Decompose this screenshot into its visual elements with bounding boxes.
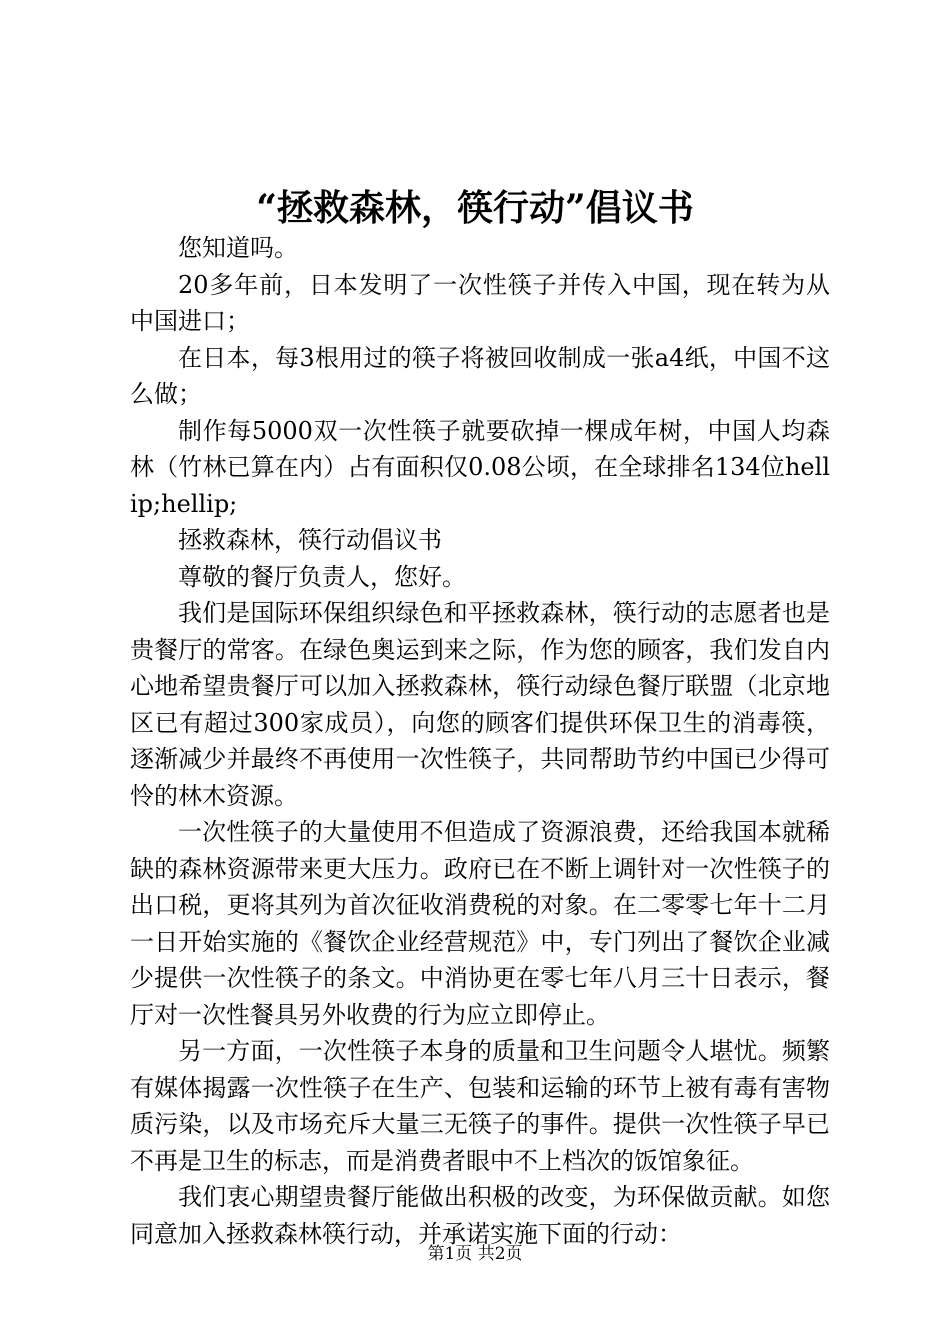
paragraph: 您知道吗。 xyxy=(178,234,298,262)
paragraph: 另一方面，一次性筷子本身的质量和卫生问题令人堪忧。频繁有媒体揭露一次性筷子在生产、包装和运输的环节上被有毒有害物质污染，以及市场充斥大量三无筷子的事件。提供一次性筷子早已不再是卫生的标志，而是消费者眼中不上档次的饭馆象征。 xyxy=(130,1037,830,1175)
paragraph: 制作每5000双一次性筷子就要砍掉一棵成年树，中国人均森林（竹林已算在内）占有面积仅0.08公顷，在全球排名134位hellip;hellip; xyxy=(130,416,830,518)
document-title: “拯救森林，筷行动”倡议书 xyxy=(256,187,694,229)
paragraph: 我们是国际环保组织绿色和平拯救森林，筷行动的志愿者也是贵餐厅的常客。在绿色奥运到来之际，作为您的顾客，我们发自内心地希望贵餐厅可以加入拯救森林，筷行动绿色餐厅联盟（北京地区已有超过300家成员），向您的顾客们提供环保卫生的消毒筷，逐渐减少并最终不再使用一次性筷子，共同帮助节约中国已少得可怜的林木资源。 xyxy=(130,599,830,810)
document-body xyxy=(130,230,830,1252)
paragraph: 我们衷心期望贵餐厅能做出积极的改变，为环保做贡献。如您同意加入拯救森林筷行动，并承诺实施下面的行动： xyxy=(130,1183,830,1248)
paragraph: 一次性筷子的大量使用不但造成了资源浪费，还给我国本就稀缺的森林资源带来更大压力。政府已在不断上调针对一次性筷子的出口税，更将其列为首次征收消费税的对象。在二零零七年十二月一日开始实施的《餐饮企业经营规范》中，专门列出了餐饮企业减少提供一次性筷子的条文。中消协更在零七年八月三十日表示，餐厅对一次性餐具另外收费的行为应立即停止。 xyxy=(130,818,830,1029)
paragraph: 在日本，每3根用过的筷子将被回收制成一张a4纸，中国不这么做； xyxy=(130,343,830,408)
page-number-footer: 第1页 共2页 xyxy=(427,1244,523,1264)
paragraph: 20多年前，日本发明了一次性筷子并传入中国，现在转为从中国进口； xyxy=(130,270,830,335)
paragraph: 拯救森林，筷行动倡议书 xyxy=(178,526,442,554)
paragraph: 尊敬的餐厅负责人，您好。 xyxy=(178,562,466,591)
